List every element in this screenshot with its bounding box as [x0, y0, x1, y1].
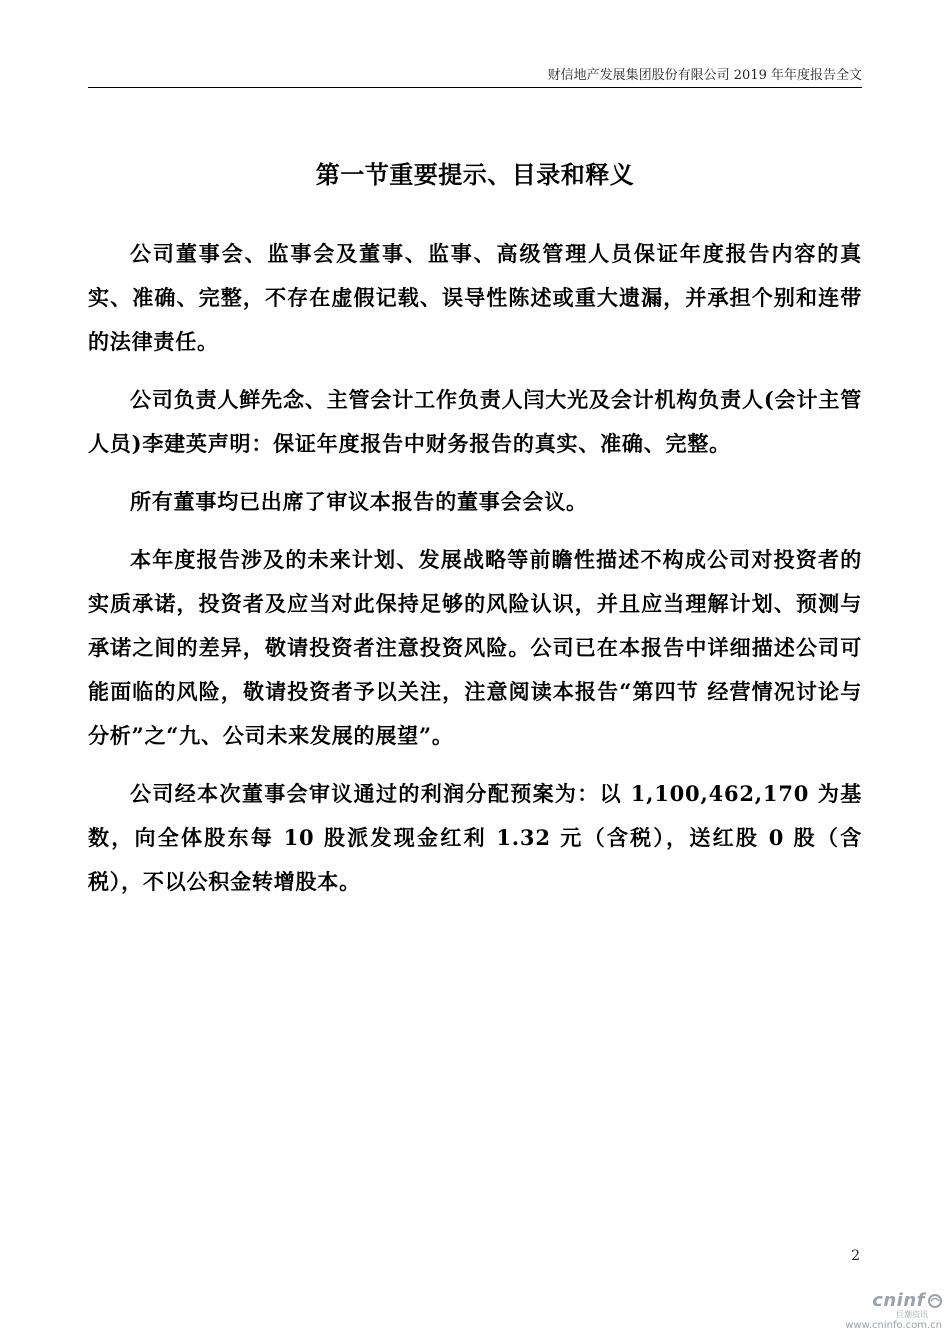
cninfo-logo-cn: 巨潮资讯	[896, 1310, 928, 1319]
paragraph-profit-distribution: 公司经本次董事会审议通过的利润分配预案为：以 1,100,462,170 为基数，向全体股东每 10 股派发现金红利 1.32 元（含税），送红股 0 股（含税），不以公积金转增股本。	[88, 781, 862, 894]
section-title: 第一节重要提示、目录和释义	[315, 160, 635, 189]
body-text	[88, 232, 862, 918]
paragraph-forward-looking: 本年度报告涉及的未来计划、发展战略等前瞻性描述不构成公司对投资者的实质承诺，投资者及应当对此保持足够的风险认识，并且应当理解计划、预测与承诺之间的差异，敬请投资者注意投资风险。公司已在本报告中详细描述公司可能面临的风险，敬请投资者予以关注，注意阅读本报告“第四节 经营情况讨论与分析”之“九、公司未来发展的展望”。	[88, 547, 862, 748]
running-header: 财信地产发展集团股份有限公司 2019 年年度报告全文	[547, 68, 862, 83]
paragraph-attendance: 所有董事均已出席了审议本报告的董事会会议。	[130, 489, 588, 514]
cninfo-logo	[872, 1290, 942, 1311]
cninfo-logo-text: cninf	[872, 1290, 925, 1311]
page-number: 2	[851, 1248, 860, 1264]
cninfo-url: www.cninfo.com.cn	[845, 1320, 942, 1331]
header-divider	[88, 87, 862, 88]
cninfo-swirl-icon	[928, 1294, 942, 1308]
paragraph-board-guarantee: 公司董事会、监事会及董事、监事、高级管理人员保证年度报告内容的真实、准确、完整，不存在虚假记载、误导性陈述或重大遗漏，并承担个别和连带的法律责任。	[88, 241, 862, 354]
cninfo-watermark	[822, 1290, 942, 1340]
paragraph-responsible-persons: 公司负责人鲜先念、主管会计工作负责人闫大光及会计机构负责人(会计主管人员)李建英声明：保证年度报告中财务报告的真实、准确、完整。	[88, 387, 862, 456]
